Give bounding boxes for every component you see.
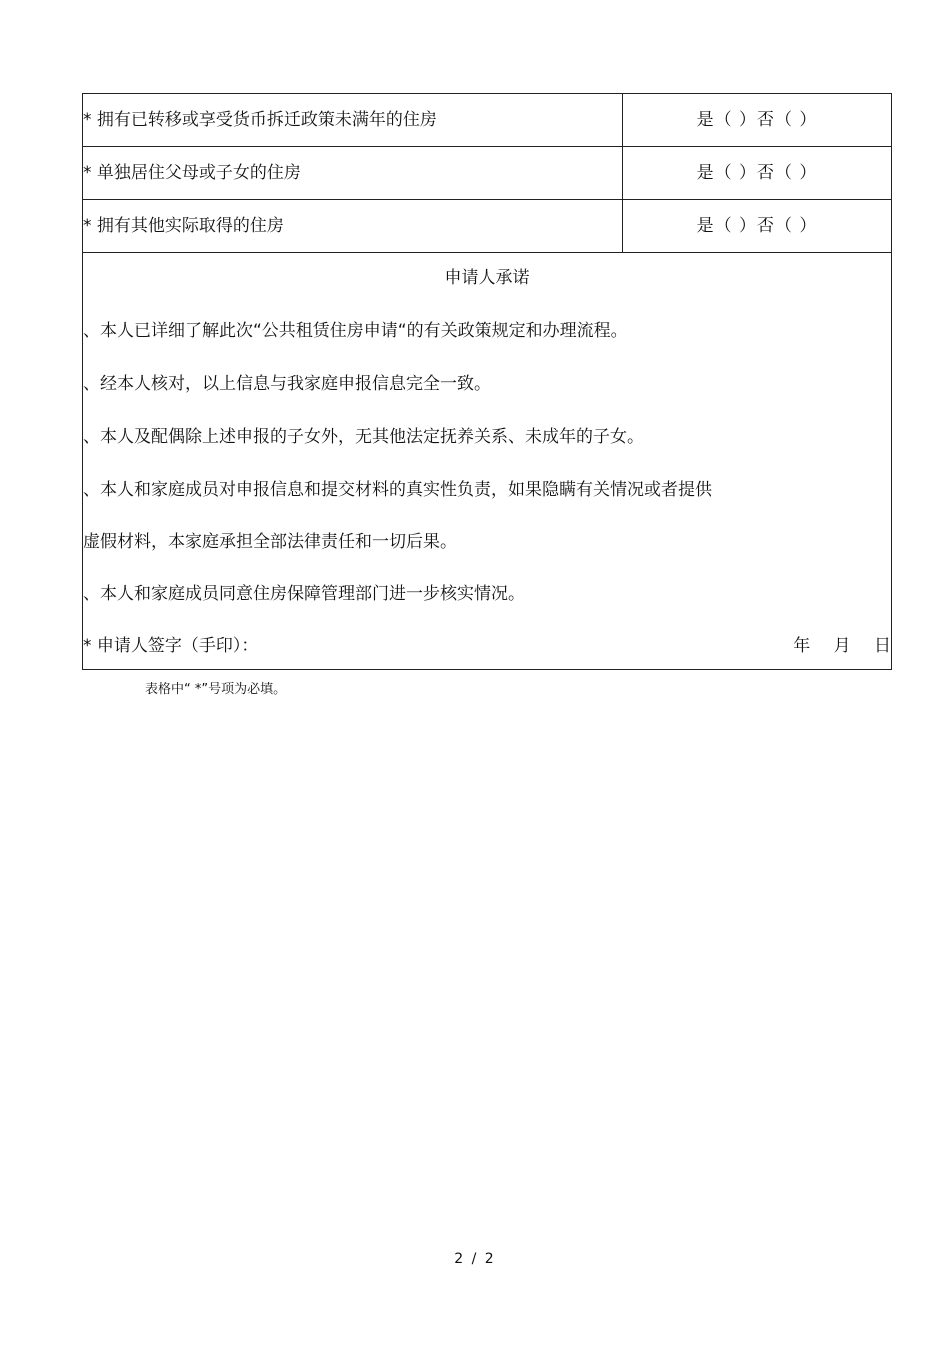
date-field[interactable]: 年 月 日 xyxy=(793,636,891,656)
commitment-title: 申请人承诺 xyxy=(444,268,530,288)
required-field-note: 表格中“ *”号项为必填。 xyxy=(145,682,287,697)
yes-no-choice[interactable]: 是（ ）否（ ） xyxy=(623,147,892,200)
commitment-row xyxy=(83,253,892,670)
commitment-line: 、本人已详细了解此次“公共租赁住房申请“的有关政策规定和办理流程。 xyxy=(83,321,628,341)
question-row xyxy=(83,94,892,147)
commitment-line: 、本人及配偶除上述申报的子女外，无其他法定抚养关系、未成年的子女。 xyxy=(83,427,644,447)
commitment-line: 、本人和家庭成员对申报信息和提交材料的真实性负责，如果隐瞒有关情况或者提供 xyxy=(83,480,712,500)
commitment-section xyxy=(83,253,892,670)
signature-field[interactable]: * 申请人签字（手印）： xyxy=(83,636,259,656)
question-label: * 拥有已转移或享受货币拆迁政策未满年的住房 xyxy=(83,94,623,147)
question-label: * 拥有其他实际取得的住房 xyxy=(83,200,623,253)
yes-no-choice[interactable]: 是（ ）否（ ） xyxy=(623,200,892,253)
application-form-table xyxy=(82,93,892,670)
question-row xyxy=(83,147,892,200)
commitment-line: 、经本人核对，以上信息与我家庭申报信息完全一致。 xyxy=(83,374,491,394)
commitment-line: 、本人和家庭成员同意住房保障管理部门进一步核实情况。 xyxy=(83,584,525,604)
yes-no-choice[interactable]: 是（ ）否（ ） xyxy=(623,94,892,147)
question-row xyxy=(83,200,892,253)
commitment-line: 虚假材料，本家庭承担全部法律责任和一切后果。 xyxy=(83,532,457,552)
question-label: * 单独居住父母或子女的住房 xyxy=(83,147,623,200)
page-number: 2 / 2 xyxy=(454,1251,496,1267)
